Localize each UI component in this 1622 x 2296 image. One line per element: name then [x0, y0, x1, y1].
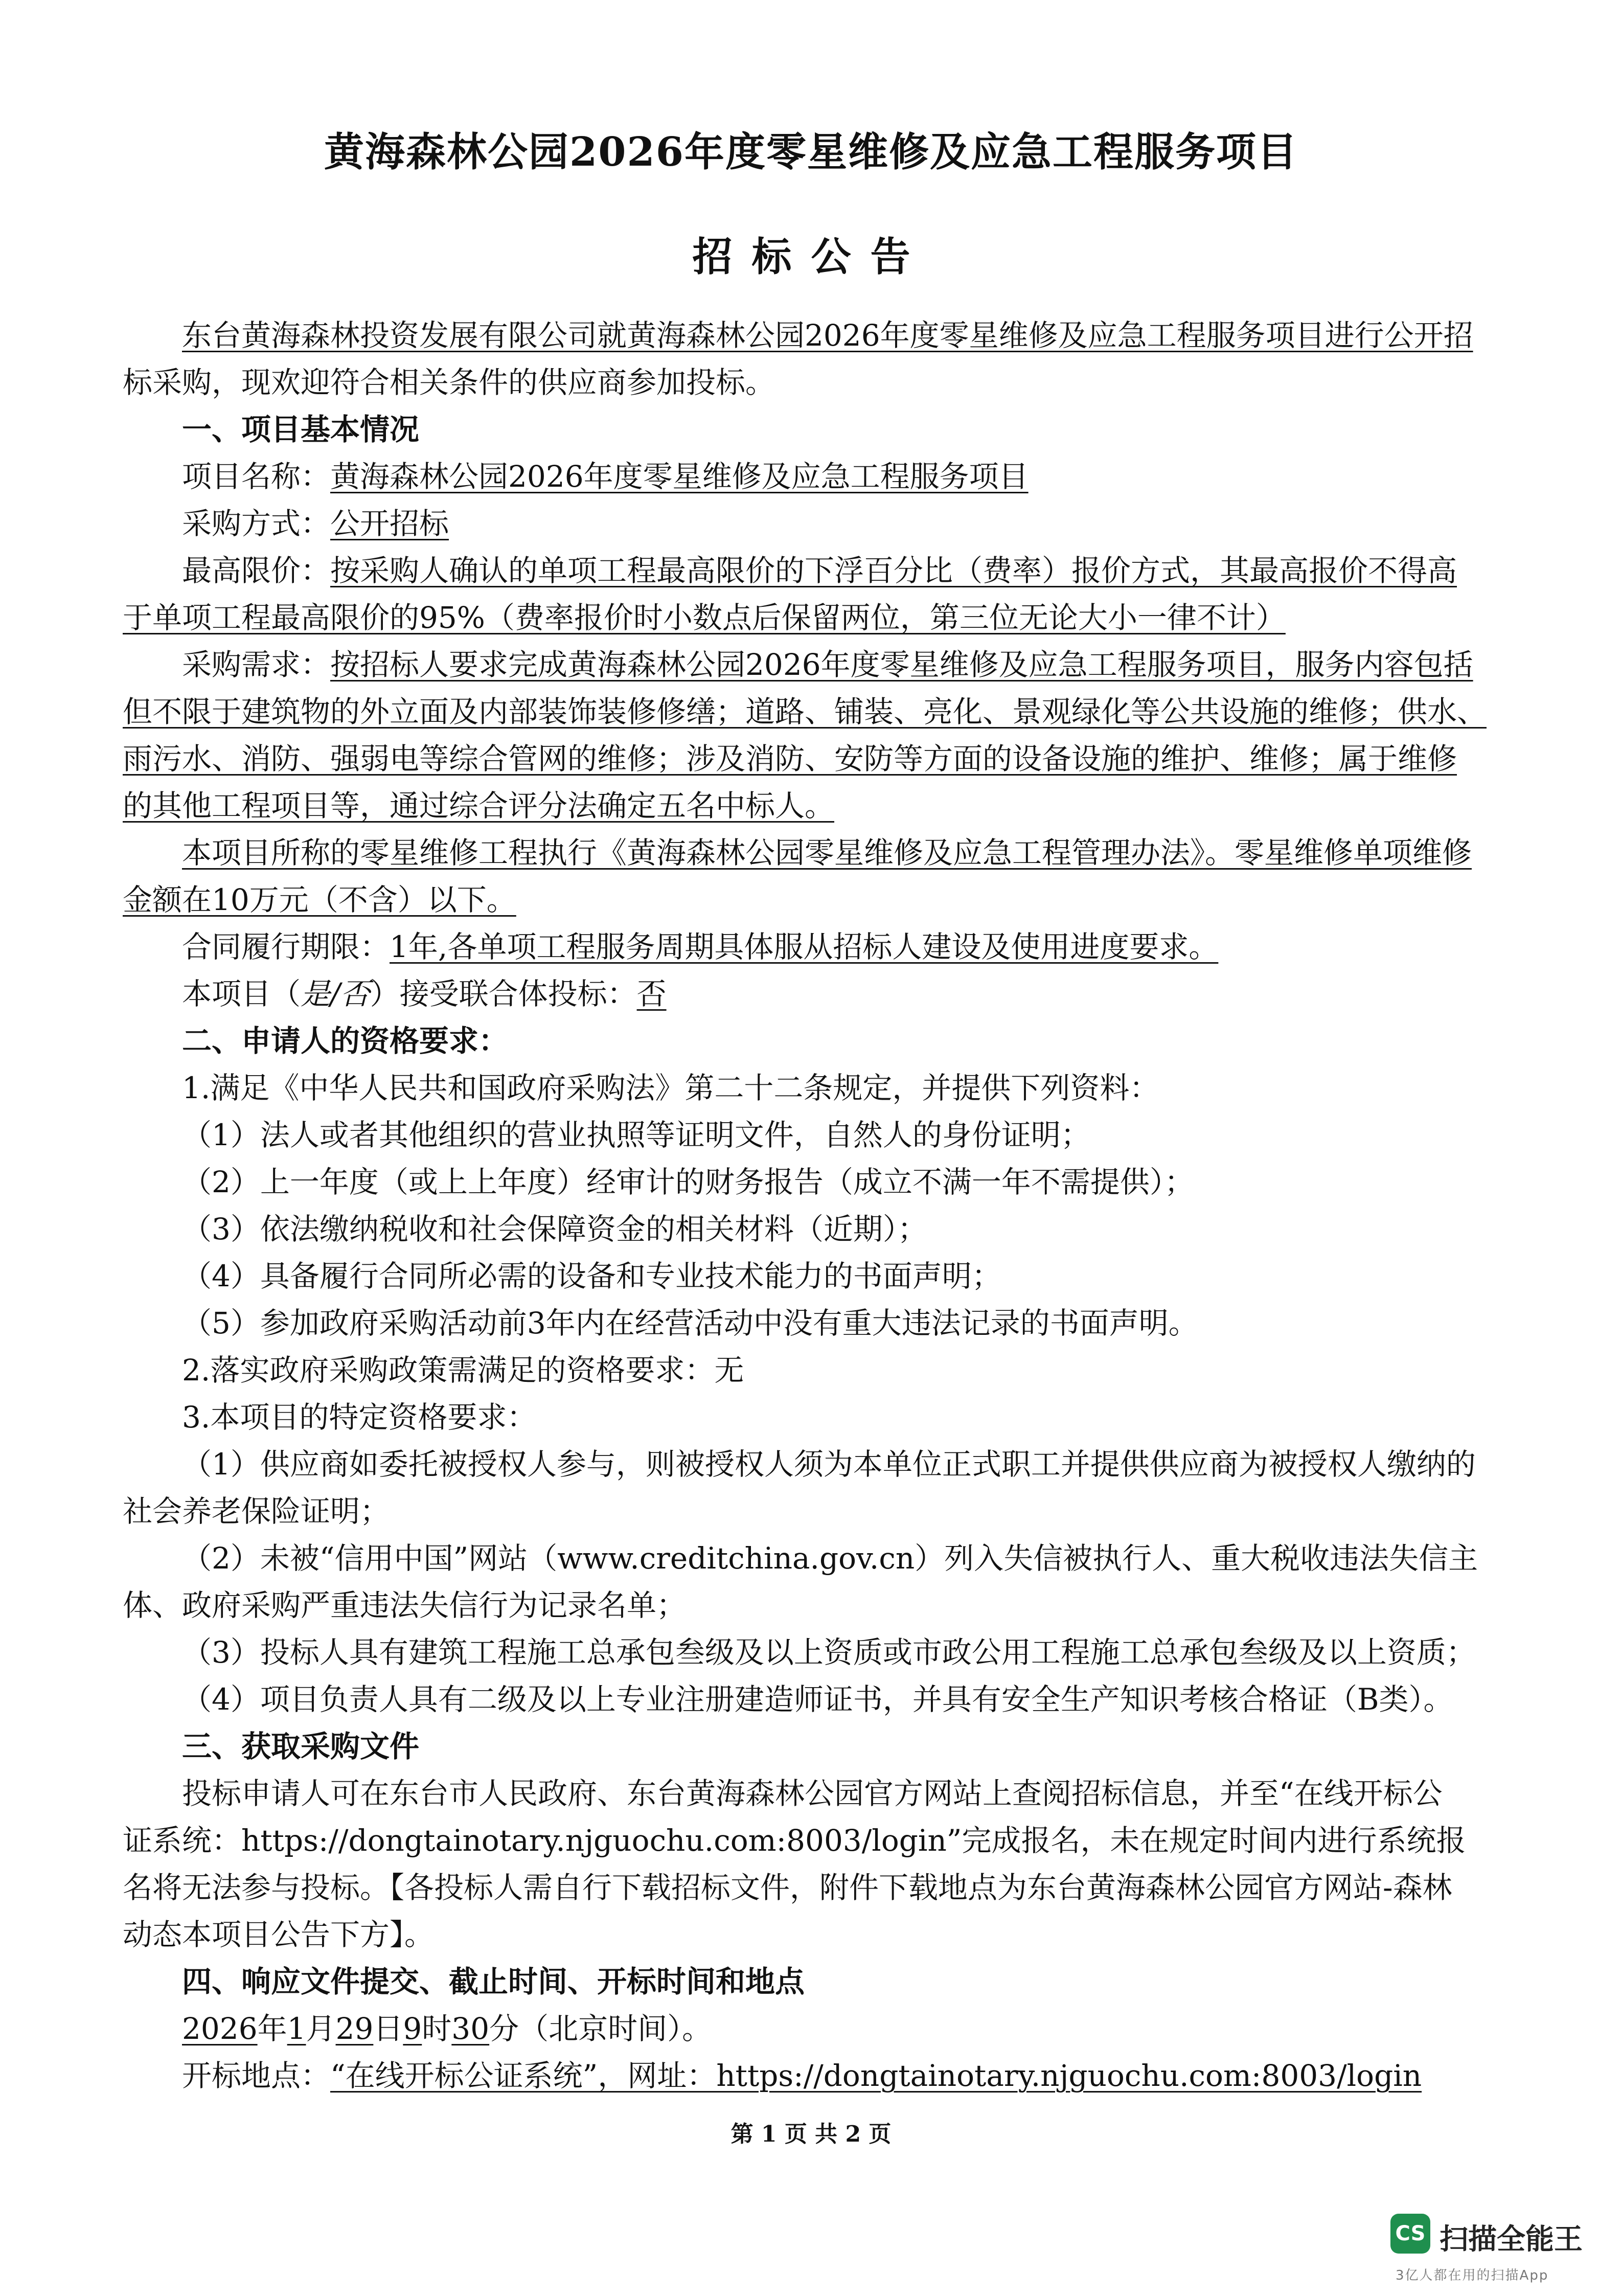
- consortium-label: ）接受联合体投标：: [370, 976, 637, 1011]
- field-label: 采购需求：: [182, 647, 331, 682]
- field-label: 项目名称：: [182, 459, 331, 494]
- demand-row: [123, 641, 1523, 688]
- field-label: 最高限价：: [182, 553, 331, 588]
- section-heading: 三、获取采购文件: [182, 1729, 420, 1764]
- qualification-subitem: （3）投标人具有建筑工程施工总承包叁级及以上资质或市政公用工程施工总承包叁级及以上资质；: [182, 1635, 1476, 1670]
- camscanner-logo-icon: CS: [1390, 2214, 1430, 2254]
- consortium-value: 否: [636, 976, 667, 1011]
- watermark-name: 扫描全能王: [1440, 2223, 1583, 2256]
- field-label: 采购方式：: [182, 506, 331, 541]
- intro-text: 东台黄海森林投资发展有限公司就黄海森林公园2026年度零星维修及应急工程服务项目进行公开招: [182, 318, 1473, 353]
- deadline-hour: 9: [403, 2011, 422, 2046]
- qualification-subitem-cont: 体、政府采购严重违法失信行为记录名单；: [123, 1588, 687, 1623]
- demand-value: 但不限于建筑物的外立面及内部装饰装修修缮；道路、铺装、亮化、景观绿化等公共设施的维修；供水、: [123, 694, 1487, 729]
- deadline-row: [123, 2005, 1523, 2052]
- consortium-options: 是/否: [301, 976, 370, 1011]
- max-price-row: [123, 547, 1523, 594]
- demand-row-cont: [123, 688, 1523, 735]
- section-heading: 四、响应文件提交、截止时间、开标时间和地点: [182, 1964, 805, 1999]
- rule-text: 本项目所称的零星维修工程执行《黄海森林公园零星维修及应急工程管理办法》。零星维修单项维修: [182, 835, 1472, 870]
- demand-value: 雨污水、消防、强弱电等综合管网的维修；涉及消防、安防等方面的设备设施的维护、维修；属于维修: [123, 741, 1457, 776]
- consortium-prefix: 本项目（: [182, 976, 301, 1011]
- procurement-text: 动态本项目公告下方】。: [123, 1917, 435, 1952]
- deadline-month: 1: [287, 2011, 306, 2046]
- demand-value: 按招标人要求完成黄海森林公园2026年度零星维修及应急工程服务项目，服务内容包括: [330, 647, 1473, 682]
- qualification-subitem: （4）项目负责人具有二级及以上专业注册建造师证书，并具有安全生产知识考核合格证（B类）。: [182, 1682, 1453, 1717]
- qualification-item: 3.本项目的特定资格要求：: [182, 1400, 537, 1435]
- field-label: 合同履行期限：: [182, 929, 390, 964]
- intro-line: 标采购，现欢迎符合相关条件的供应商参加投标。: [123, 365, 775, 400]
- deadline-day: 29: [335, 2011, 374, 2046]
- qualification-subitem: （2）未被“信用中国”网站（www.creditchina.gov.cn）列入失信被执行人、重大税收违法失信主: [182, 1541, 1478, 1576]
- max-price-row-cont: [123, 594, 1523, 641]
- project-name-row: [123, 453, 1523, 500]
- rule-row: [123, 829, 1523, 876]
- max-price-value: 按采购人确认的单项工程最高限价的下浮百分比（费率）报价方式，其最高报价不得高: [330, 553, 1457, 588]
- section-heading: 一、项目基本情况: [182, 412, 420, 447]
- method-value: 公开招标: [330, 506, 449, 541]
- location-row: [123, 2052, 1523, 2099]
- deadline-minute: 30: [451, 2011, 490, 2046]
- intro-line: [123, 312, 1523, 359]
- demand-row-cont: [123, 782, 1523, 829]
- document-title: 黄海森林公园2026年度零星维修及应急工程服务项目: [324, 129, 1298, 175]
- procurement-text: 证系统：https://dongtainotary.njguochu.com:8003/login”完成报名，未在规定时间内进行系统报: [123, 1823, 1466, 1858]
- document-subtitle: 招标公告: [692, 234, 930, 280]
- max-price-value: 于单项工程最高限价的95%（费率报价时小数点后保留两位，第三位无论大小一律不计）: [123, 600, 1286, 635]
- project-name-value: 黄海森林公园2026年度零星维修及应急工程服务项目: [330, 459, 1029, 494]
- qualification-subitem: （4）具备履行合同所必需的设备和专业技术能力的书面声明；: [182, 1259, 1001, 1293]
- deadline-unit: 日: [373, 2011, 403, 2046]
- deadline-unit: 时: [422, 2011, 452, 2046]
- deadline-unit: 月: [306, 2011, 336, 2046]
- qualification-subitem: （1）供应商如委托被授权人参与，则被授权人须为本单位正式职工并提供供应商为被授权人缴纳的: [182, 1447, 1476, 1482]
- period-row: [123, 923, 1523, 970]
- qualification-item: 2.落实政府采购政策需满足的资格要求：无: [182, 1353, 744, 1388]
- scanner-watermark: [1390, 2209, 1605, 2285]
- consortium-row: [123, 970, 1523, 1017]
- watermark-tagline: 3亿人都在用的扫描App: [1396, 2268, 1549, 2283]
- deadline-unit: 年: [257, 2011, 287, 2046]
- qualification-subitem: （2）上一年度（或上上年度）经审计的财务报告（成立不满一年不需提供）；: [182, 1165, 1194, 1199]
- procurement-text: 投标申请人可在东台市人民政府、东台黄海森林公园官方网站上查阅招标信息，并至“在线开标公: [182, 1776, 1443, 1811]
- deadline-unit: 分（北京时间）。: [489, 2011, 712, 2046]
- rule-row-cont: [123, 876, 1523, 923]
- period-value: 1年,各单项工程服务周期具体服从招标人建设及使用进度要求。: [390, 929, 1219, 964]
- qualification-subitem: （1）法人或者其他组织的营业执照等证明文件，自然人的身份证明；: [182, 1118, 1090, 1152]
- location-value: “在线开标公证系统”，网址：https://dongtainotary.njguochu.com:8003/login: [330, 2058, 1422, 2093]
- qualification-subitem: （3）依法缴纳税收和社会保障资金的相关材料（近期）；: [182, 1212, 927, 1246]
- qualification-subitem-cont: 社会养老保险证明；: [123, 1494, 390, 1529]
- deadline-year: 2026: [182, 2011, 258, 2046]
- rule-text: 金额在10万元（不含）以下。: [123, 882, 516, 917]
- demand-value: 的其他工程项目等，通过综合评分法确定五名中标人。: [123, 788, 835, 823]
- field-label: 开标地点：: [182, 2058, 331, 2093]
- demand-row-cont: [123, 735, 1523, 782]
- method-row: [123, 500, 1523, 547]
- qualification-item: 1.满足《中华人民共和国政府采购法》第二十二条规定，并提供下列资料：: [182, 1071, 1159, 1105]
- section-heading: 二、申请人的资格要求：: [182, 1024, 509, 1058]
- page-footer: 第 1 页 共 2 页: [730, 2121, 892, 2147]
- qualification-subitem: （5）参加政府采购活动前3年内在经营活动中没有重大违法记录的书面声明。: [182, 1306, 1198, 1340]
- document-body: [123, 312, 1523, 2099]
- procurement-text: 名将无法参与投标。【各投标人需自行下载招标文件，附件下载地点为东台黄海森林公园官方网站-森林: [123, 1870, 1452, 1905]
